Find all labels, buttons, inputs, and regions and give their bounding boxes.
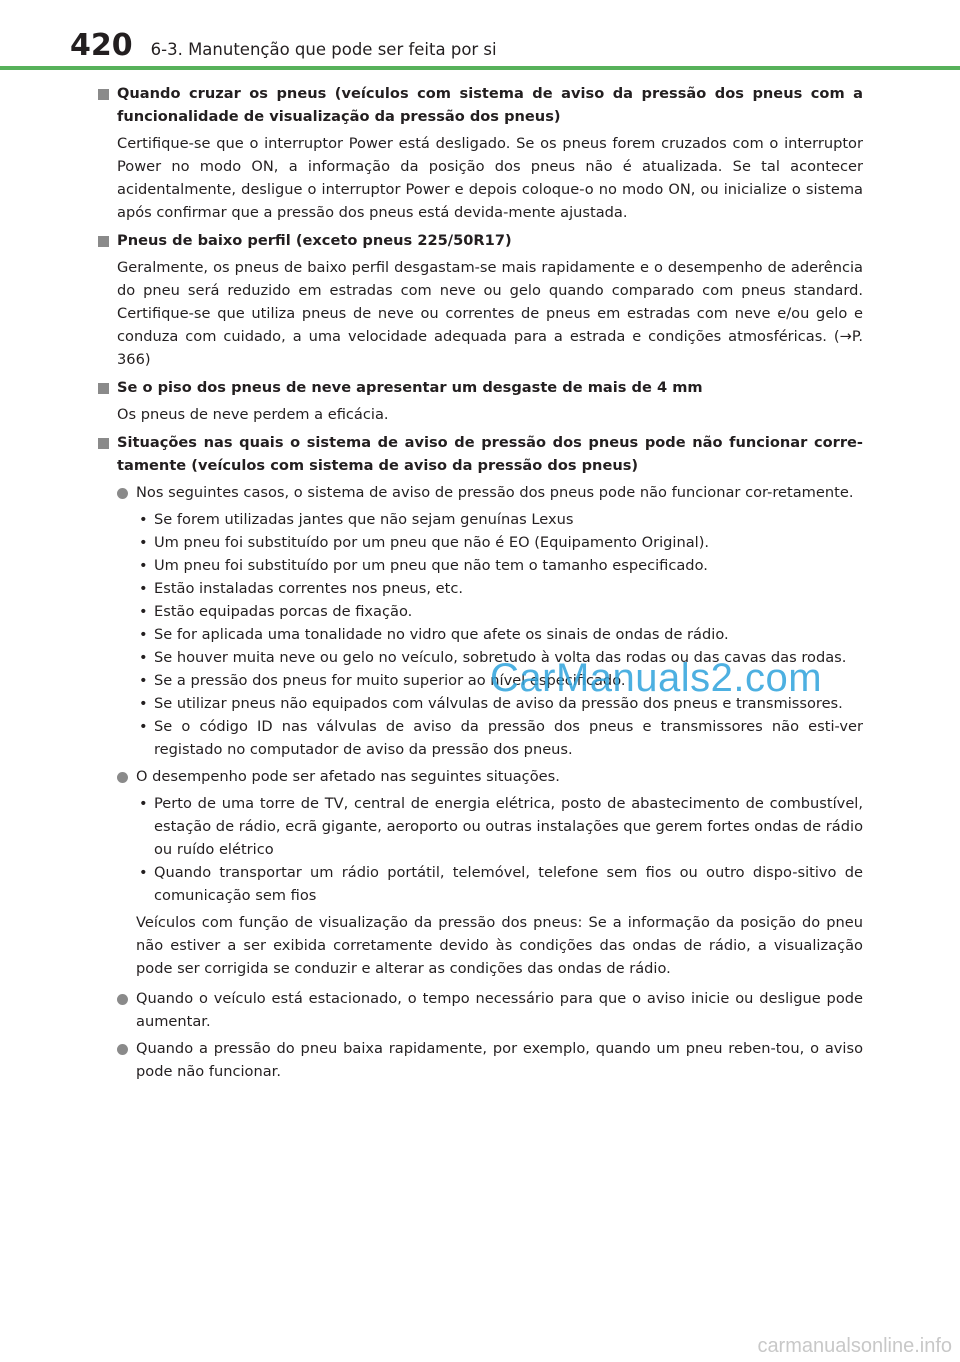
- sub-list-item: • Um pneu foi substituído por um pneu que não é EO (Equipamento Original).: [139, 534, 710, 551]
- sub-list: [95, 792, 863, 907]
- section-heading: Se o piso dos pneus de neve apresentar um desgaste de mais de 4 mm: [95, 376, 863, 399]
- sub-list-item: • Um pneu foi substituído por um pneu que não tem o tamanho especificado.: [139, 557, 708, 574]
- square-bullet-icon: [98, 236, 109, 247]
- sub-list-item: • Se a pressão dos pneus for muito superior ao nível especificado.: [139, 672, 626, 689]
- sub-list-item: • Se houver muita neve ou gelo no veículo, sobretudo à volta das rodas ou das cavas das rodas.: [139, 649, 847, 666]
- sub-list-item: • Se o código ID nas válvulas de aviso da pressão dos pneus e transmissores não esti-ver registado no computador de aviso da pressão dos pneus.: [139, 718, 863, 758]
- header-divider: [0, 66, 960, 70]
- sub-list-item: • Perto de uma torre de TV, central de energia elétrica, posto de abastecimento de combustível, estação de rádio, ecrã gigante, aeroporto ou outras instalações que gerem fortes ondas de rádio ou ruído elétrico: [139, 795, 863, 858]
- circle-bullet-icon: [117, 994, 128, 1005]
- chapter-title: 6-3. Manutenção que pode ser feita por si: [150, 40, 497, 59]
- section-heading: Situações nas quais o sistema de aviso de pressão dos pneus pode não funcionar corre-tamente (veículos com sistema de aviso da pressão dos pneus): [95, 431, 863, 477]
- section-text: Certifique-se que o interruptor Power está desligado. Se os pneus forem cruzados com o interruptor Power no modo ON, a informação da posição dos pneus não é atualizada. Se tal acontecer acidentalmente, desligue o interruptor Power e depois coloque-o no modo ON, ou inicialize o sistema após confirmar que a pressão dos pneus está devida-mente ajustada.: [117, 135, 863, 221]
- sub-list-item: • Estão equipadas porcas de fixação.: [139, 603, 413, 620]
- square-bullet-icon: [98, 383, 109, 394]
- watermark: CarManuals2.com: [490, 656, 823, 700]
- section-heading: Quando cruzar os pneus (veículos com sistema de aviso da pressão dos pneus com a funcionalidade de visualização da pressão dos pneus): [95, 82, 863, 128]
- bullet-item: Quando a pressão do pneu baixa rapidamente, por exemplo, quando um pneu reben-tou, o aviso pode não funcionar.: [95, 1037, 863, 1083]
- section-text: Geralmente, os pneus de baixo perfil desgastam-se mais rapidamente e o desempenho de aderência do pneu será reduzido em estradas com neve ou gelo quando comparado com pneus standard. Certifique-se que utiliza pneus de neve ou correntes de pneus em estradas com neve e/ou gelo e conduza com cuidado, a uma velocidade adequada para a estrada e condições atmosféricas. (→P. 366): [117, 259, 863, 368]
- bullet-note: Veículos com função de visualização da pressão dos pneus: Se a informação da posição do pneu não estiver a ser exibida corretamente devido às condições das ondas de rádio, a visualização pode ser corrigida se conduzir e alterar as condições das ondas de rádio.: [136, 914, 863, 977]
- sub-list-item: • Se forem utilizadas jantes que não sejam genuínas Lexus: [139, 511, 574, 528]
- section-heading: Pneus de baixo perfil (exceto pneus 225/50R17): [95, 229, 863, 252]
- page-header: [70, 28, 497, 63]
- circle-bullet-icon: [117, 1044, 128, 1055]
- square-bullet-icon: [98, 438, 109, 449]
- bullet-item: Quando o veículo está estacionado, o tempo necessário para que o aviso inicie ou desligue pode aumentar.: [95, 987, 863, 1033]
- site-footer-watermark: carmanualsonline.info: [757, 1335, 952, 1357]
- section-text: Os pneus de neve perdem a eficácia.: [117, 406, 389, 423]
- sub-list-item: • Quando transportar um rádio portátil, telemóvel, telefone sem fios ou outro dispo-sitivo de comunicação sem fios: [139, 864, 863, 904]
- sub-list: [95, 508, 863, 761]
- sub-list-item: • Se for aplicada uma tonalidade no vidro que afete os sinais de ondas de rádio.: [139, 626, 729, 643]
- sub-list-item: • Se utilizar pneus não equipados com válvulas de aviso da pressão dos pneus e transmissores.: [139, 695, 843, 712]
- page-number: 420: [70, 28, 133, 63]
- bullet-item: O desempenho pode ser afetado nas seguintes situações.: [95, 765, 863, 788]
- square-bullet-icon: [98, 89, 109, 100]
- bullet-item: Nos seguintes casos, o sistema de aviso de pressão dos pneus pode não funcionar cor-retamente.: [95, 481, 863, 504]
- page-body: [95, 82, 863, 1087]
- circle-bullet-icon: [117, 488, 128, 499]
- sub-list-item: • Estão instaladas correntes nos pneus, etc.: [139, 580, 464, 597]
- circle-bullet-icon: [117, 772, 128, 783]
